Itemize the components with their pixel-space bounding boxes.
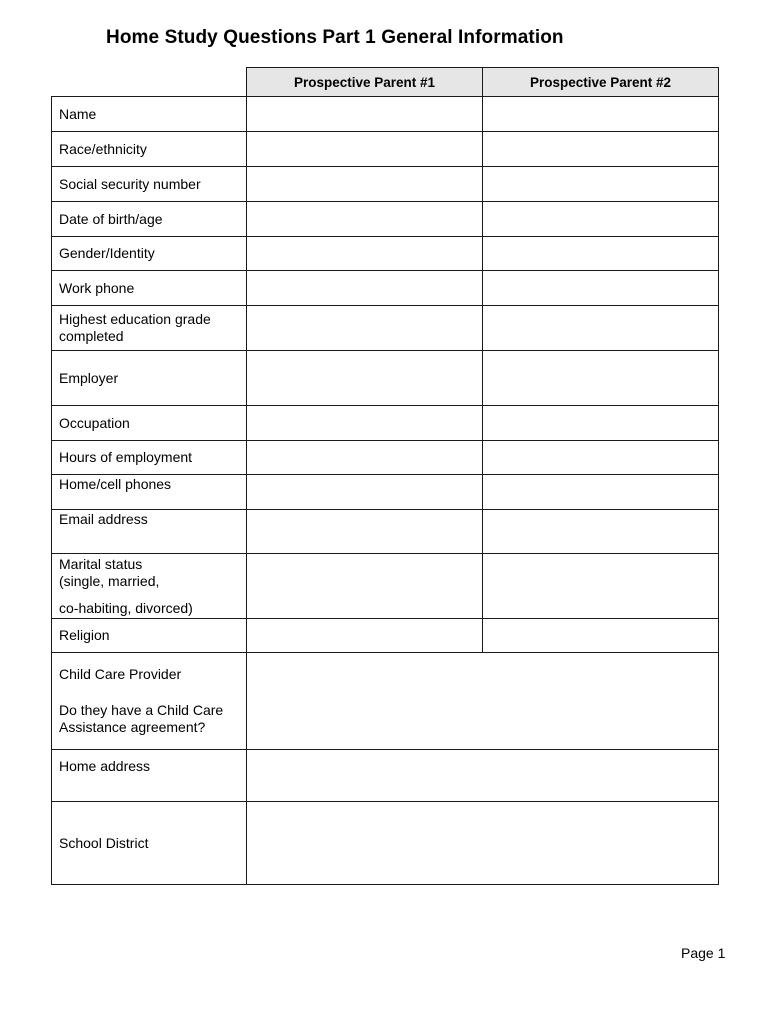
table-row xyxy=(52,351,719,406)
table-row xyxy=(52,619,719,653)
marital-label-line-3: co-habiting, divorced) xyxy=(59,599,193,616)
row-label-religion: Religion xyxy=(52,619,247,653)
table-row xyxy=(52,237,719,271)
occupation-parent-1-field[interactable] xyxy=(247,406,483,441)
row-label-hours: Hours of employment xyxy=(52,441,247,475)
row-label-email: Email address xyxy=(52,510,247,554)
childcare-label-line-1: Child Care Provider xyxy=(59,666,182,682)
marital-parent-1-field[interactable] xyxy=(247,554,483,619)
row-label-gender: Gender/Identity xyxy=(52,237,247,271)
school-district-field[interactable] xyxy=(247,802,719,885)
race-parent-1-field[interactable] xyxy=(247,132,483,167)
email-parent-1-field[interactable] xyxy=(247,510,483,554)
row-label-ssn: Social security number xyxy=(52,167,247,202)
employer-parent-1-field[interactable] xyxy=(247,351,483,406)
table-row xyxy=(52,406,719,441)
table-row xyxy=(52,554,719,619)
table-row xyxy=(52,202,719,237)
gender-parent-1-field[interactable] xyxy=(247,237,483,271)
marital-label-line-1: Marital status xyxy=(59,555,143,572)
ssn-parent-2-field[interactable] xyxy=(483,167,719,202)
header-row xyxy=(52,68,719,97)
work-phone-parent-2-field[interactable] xyxy=(483,271,719,306)
table-row xyxy=(52,441,719,475)
hours-parent-1-field[interactable] xyxy=(247,441,483,475)
religion-parent-1-field[interactable] xyxy=(247,619,483,653)
header-blank-cell xyxy=(52,68,247,97)
education-parent-1-field[interactable] xyxy=(247,306,483,351)
marital-label-line-2: (single, married, xyxy=(59,572,160,589)
employer-parent-2-field[interactable] xyxy=(483,351,719,406)
name-parent-2-field[interactable] xyxy=(483,97,719,132)
table-row xyxy=(52,802,719,885)
table-row xyxy=(52,475,719,510)
row-label-name: Name xyxy=(52,97,247,132)
childcare-label-line-2: Do they have a Child Care Assistance agreement? xyxy=(59,702,224,735)
row-label-home-address: Home address xyxy=(52,750,247,802)
column-header-parent-2: Prospective Parent #2 xyxy=(483,68,719,97)
race-parent-2-field[interactable] xyxy=(483,132,719,167)
occupation-parent-2-field[interactable] xyxy=(483,406,719,441)
row-label-occupation: Occupation xyxy=(52,406,247,441)
ssn-parent-1-field[interactable] xyxy=(247,167,483,202)
row-label-childcare xyxy=(52,653,247,750)
name-parent-1-field[interactable] xyxy=(247,97,483,132)
phones-parent-2-field[interactable] xyxy=(483,475,719,510)
row-label-phones: Home/cell phones xyxy=(52,475,247,510)
row-label-school-district: School District xyxy=(52,802,247,885)
row-label-race: Race/ethnicity xyxy=(52,132,247,167)
table-row xyxy=(52,750,719,802)
dob-parent-2-field[interactable] xyxy=(483,202,719,237)
work-phone-parent-1-field[interactable] xyxy=(247,271,483,306)
email-parent-2-field[interactable] xyxy=(483,510,719,554)
gender-parent-2-field[interactable] xyxy=(483,237,719,271)
row-label-dob: Date of birth/age xyxy=(52,202,247,237)
table-row xyxy=(52,167,719,202)
row-label-education: Highest education grade completed xyxy=(52,306,247,351)
table-row xyxy=(52,271,719,306)
row-label-employer: Employer xyxy=(52,351,247,406)
table-row xyxy=(52,306,719,351)
marital-parent-2-field[interactable] xyxy=(483,554,719,619)
phones-parent-1-field[interactable] xyxy=(247,475,483,510)
religion-parent-2-field[interactable] xyxy=(483,619,719,653)
page-number: Page 1 xyxy=(681,945,726,961)
table-row xyxy=(52,97,719,132)
home-address-field[interactable] xyxy=(247,750,719,802)
hours-parent-2-field[interactable] xyxy=(483,441,719,475)
table-row xyxy=(52,510,719,554)
row-label-work-phone: Work phone xyxy=(52,271,247,306)
column-header-parent-1: Prospective Parent #1 xyxy=(247,68,483,97)
dob-parent-1-field[interactable] xyxy=(247,202,483,237)
childcare-field[interactable] xyxy=(247,653,719,750)
table-row xyxy=(52,653,719,750)
page-title: Home Study Questions Part 1 General Information xyxy=(106,27,564,48)
education-parent-2-field[interactable] xyxy=(483,306,719,351)
row-label-marital xyxy=(52,554,247,619)
table-row xyxy=(52,132,719,167)
general-information-table xyxy=(51,67,719,885)
